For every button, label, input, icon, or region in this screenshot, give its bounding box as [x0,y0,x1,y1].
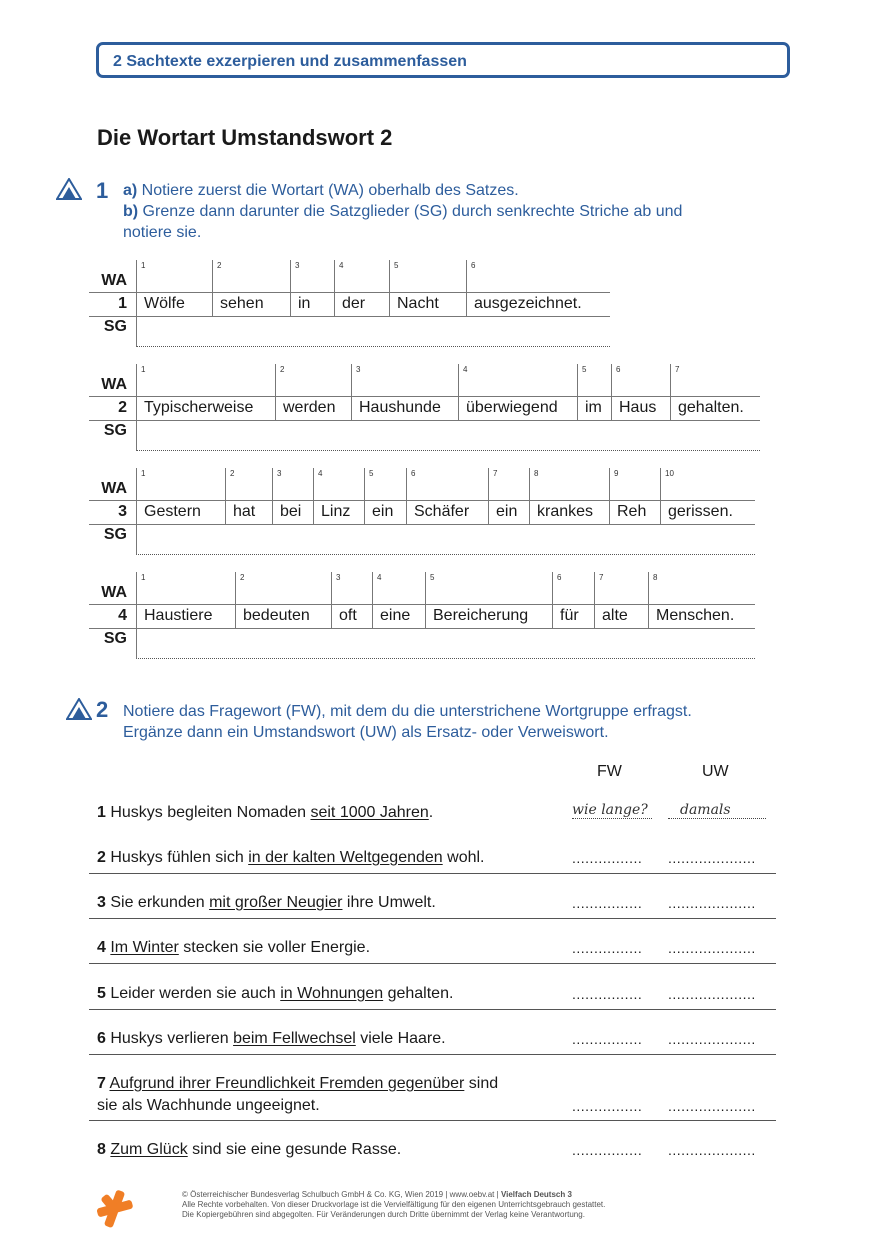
word-index: 10 [665,469,674,478]
question-text-post: wohl. [442,849,485,866]
word-index: 2 [240,573,245,582]
question-separator [89,918,776,919]
wa-answer-cell[interactable] [313,468,364,501]
wa-answer-cell[interactable] [290,260,334,293]
word-index: 7 [599,573,604,582]
word-index: 7 [675,365,680,374]
sentence-word: Wölfe [136,293,212,317]
question-number: 8 [97,1141,106,1158]
uw-answer-field[interactable]: .................... [668,895,756,911]
row-divider [89,500,136,501]
row-divider [89,604,136,605]
row-divider [89,292,136,293]
sentence-word: werden [275,397,351,421]
wa-answer-cell[interactable] [136,364,275,397]
question-text-post: ihre Umwelt. [342,894,436,911]
word-index: 4 [377,573,382,582]
wa-answer-cell[interactable] [611,364,670,397]
sentence-word: krankes [529,501,609,525]
level-triangle-icon [66,698,92,720]
wa-answer-cell[interactable] [594,572,648,605]
question-separator [89,873,776,874]
word-index: 3 [356,365,361,374]
wa-answer-cell[interactable] [275,364,351,397]
fw-answer-field[interactable]: ................ [572,850,643,866]
row-divider [89,420,136,421]
sentence-word: bei [272,501,313,525]
question-text-post: sind [464,1075,499,1092]
sentence-word: sehen [212,293,290,317]
sentence-word: oft [331,605,372,629]
question-separator [89,1120,776,1121]
sentence-word: für [552,605,594,629]
question-item [97,847,485,869]
question-number: 1 [97,804,106,821]
question-number: 6 [97,1030,106,1047]
word-index: 5 [582,365,587,374]
underlined-phrase: Im Winter [110,939,179,956]
question-item [97,802,433,824]
wa-answer-cell[interactable] [136,572,235,605]
question-text-pre: Leider werden sie auch [105,985,281,1002]
sentence-word: der [334,293,389,317]
question-text-pre: Huskys fühlen sich [105,849,249,866]
word-index: 3 [277,469,282,478]
wa-answer-cell[interactable] [331,572,372,605]
word-index: 2 [217,261,222,270]
wa-answer-cell[interactable] [466,260,610,293]
wa-answer-cell[interactable] [272,468,313,501]
sentence-word: im [577,397,611,421]
word-index: 4 [339,261,344,270]
wa-answer-cell[interactable] [136,260,212,293]
wa-answer-cell[interactable] [235,572,331,605]
wa-answer-cell[interactable] [351,364,458,397]
sentence-word: alte [594,605,648,629]
fw-answer-example: wie lange? [572,802,652,819]
question-text-post: . [428,804,434,821]
question-text-pre: Huskys begleiten Nomaden [105,804,311,821]
uw-answer-field[interactable]: .................... [668,940,756,956]
question-separator [89,1054,776,1055]
section-header [96,42,790,78]
word-index: 8 [534,469,539,478]
sg-label: SG [103,630,127,647]
wa-answer-cell[interactable] [577,364,611,397]
sentence-word: bedeuten [235,605,331,629]
wa-label: WA [101,376,127,393]
sentence-word: Haushunde [351,397,458,421]
question-text-post: viele Haare. [355,1030,446,1047]
sentence-number: 3 [118,503,127,520]
word-index: 3 [295,261,300,270]
question-item [97,1028,446,1050]
sentence-number: 1 [118,295,127,312]
wa-answer-cell[interactable] [488,468,529,501]
question-number: 5 [97,985,106,1002]
underlined-phrase: beim Fellwechsel [233,1030,356,1047]
question-separator [89,963,776,964]
task-1-instructions: a) Notiere zuerst die Wortart (WA) oberhalb des Satzes. b) Grenze dann darunter die Satzglieder (SG) durch senkrechte Striche ab und notiere sie. [123,182,683,241]
wa-answer-cell[interactable] [609,468,660,501]
task-2-number: 2 [96,697,109,722]
sentence-word: Linz [313,501,364,525]
question-text-post: sind sie eine gesunde Rasse. [187,1141,402,1158]
underlined-phrase: in Wohnungen [280,985,384,1002]
sg-answer-line[interactable] [136,317,610,347]
wa-answer-cell[interactable] [406,468,488,501]
word-index: 5 [430,573,435,582]
question-number: 7 [97,1075,106,1092]
sentence-word: gerissen. [660,501,755,525]
uw-answer-example: damals [668,802,766,819]
word-index: 6 [616,365,621,374]
sentence-word: hat [225,501,272,525]
sentence-word: Typischerweise [136,397,275,421]
fw-answer-field[interactable]: ................ [572,1142,643,1158]
section-header-title: 2 Sachtexte exzerpieren und zusammenfassen [113,53,467,70]
word-index: 3 [336,573,341,582]
sentence-word: Bereicherung [425,605,552,629]
fw-answer-field[interactable]: ................ [572,1031,643,1047]
uw-answer-field[interactable]: .................... [668,1098,756,1114]
question-number: 4 [97,939,106,956]
word-index: 4 [463,365,468,374]
fw-answer-field[interactable]: ................ [572,1098,643,1114]
task-1-number: 1 [96,178,109,203]
sentence-word: Reh [609,501,660,525]
wa-answer-cell[interactable] [458,364,577,397]
wa-answer-cell[interactable] [660,468,755,501]
wa-answer-cell[interactable] [529,468,609,501]
sg-answer-line[interactable] [136,629,755,659]
question-text-line2: sie als Wachhunde ungeeignet. [97,1097,320,1114]
word-index: 1 [141,365,146,374]
row-divider [89,396,136,397]
sentence-word: ein [488,501,529,525]
row-divider [89,524,136,525]
page-title: Die Wortart Umstandswort 2 [97,125,393,150]
underlined-phrase: Zum Glück [110,1141,188,1158]
question-text-post: stecken sie voller Energie. [178,939,371,956]
row-divider [89,628,136,629]
wa-answer-cell[interactable] [389,260,466,293]
wa-answer-cell[interactable] [670,364,760,397]
wa-answer-cell[interactable] [334,260,389,293]
sentence-word: Haus [611,397,670,421]
word-index: 6 [471,261,476,270]
sentence-word: Schäfer [406,501,488,525]
word-index: 4 [318,469,323,478]
question-number: 2 [97,849,106,866]
wa-label: WA [101,584,127,601]
question-item [97,983,453,1005]
wa-answer-cell[interactable] [648,572,755,605]
question-item [97,1139,401,1161]
word-index: 9 [614,469,619,478]
question-item [97,1073,498,1117]
sentence-word: überwiegend [458,397,577,421]
wa-answer-cell[interactable] [372,572,425,605]
sg-label: SG [103,526,127,543]
sg-answer-line[interactable] [136,421,760,451]
sg-label: SG [103,422,127,439]
underlined-phrase: in der kalten Weltgegenden [248,849,443,866]
wa-answer-cell[interactable] [552,572,594,605]
word-index: 7 [493,469,498,478]
question-separator [89,1009,776,1010]
sentence-word: Menschen. [648,605,755,629]
sg-label: SG [103,318,127,335]
wa-answer-cell[interactable] [364,468,406,501]
word-index: 6 [557,573,562,582]
fw-answer-field[interactable]: ................ [572,895,643,911]
question-number: 3 [97,894,106,911]
question-text-pre: Huskys verlieren [105,1030,234,1047]
sentence-word: eine [372,605,425,629]
wa-answer-cell[interactable] [136,468,225,501]
underlined-phrase: mit großer Neugier [209,894,343,911]
wa-answer-cell[interactable] [425,572,552,605]
uw-answer-field[interactable]: .................... [668,1142,756,1158]
underlined-phrase: Aufgrund ihrer Freundlichkeit Fremden gegenüber [109,1075,465,1092]
sentence-number: 2 [118,399,127,416]
task-2-instructions: Notiere das Fragewort (FW), mit dem du die unterstrichene Wortgruppe erfragst. Ergänze dann ein Umstandswort (UW) als Ersatz- oder Verweiswort. [123,703,692,741]
question-item [97,937,370,959]
word-index: 8 [653,573,658,582]
column-header-uw: UW [702,763,729,780]
row-divider [89,316,136,317]
fw-answer-field[interactable]: ................ [572,986,643,1002]
sentence-word: Haustiere [136,605,235,629]
sentence-word: ein [364,501,406,525]
uw-answer-field[interactable]: .................... [668,850,756,866]
wa-answer-cell[interactable] [225,468,272,501]
word-index: 6 [411,469,416,478]
uw-answer-field[interactable]: .................... [668,1031,756,1047]
word-index: 1 [141,573,146,582]
word-index: 5 [369,469,374,478]
uw-answer-field[interactable]: .................... [668,986,756,1002]
publisher-star-icon [97,1190,133,1228]
level-triangle-icon [56,178,82,200]
footer-copyright: © Österreichischer Bundesverlag Schulbuch GmbH & Co. KG, Wien 2019 | www.oebv.at | Vielfach Deutsch 3 Alle Rechte vorbehalten. Von dieser Druckvorlage ist die Vervielfältigung für den eigenen Unterrichtsgebrauch gestattet. Die Kopiergebühren sind abgegolten. Für Veränderungen durch Dritte übernimmt der Verlag keine Verantwortung. [182,1190,606,1219]
word-index: 5 [394,261,399,270]
column-header-fw: FW [597,763,622,780]
sentence-word: ausgezeichnet. [466,293,610,317]
word-index: 2 [230,469,235,478]
wa-answer-cell[interactable] [212,260,290,293]
question-text-pre: Sie erkunden [105,894,210,911]
sentence-number: 4 [118,607,127,624]
question-text-post: gehalten. [383,985,454,1002]
fw-answer-field[interactable]: ................ [572,940,643,956]
word-index: 1 [141,261,146,270]
sentence-word: in [290,293,334,317]
wa-label: WA [101,272,127,289]
sentence-word: Gestern [136,501,225,525]
question-item [97,892,436,914]
underlined-phrase: seit 1000 Jahren [310,804,429,821]
word-index: 2 [280,365,285,374]
sentence-word: Nacht [389,293,466,317]
sg-answer-line[interactable] [136,525,755,555]
word-index: 1 [141,469,146,478]
wa-label: WA [101,480,127,497]
sentence-word: gehalten. [670,397,760,421]
